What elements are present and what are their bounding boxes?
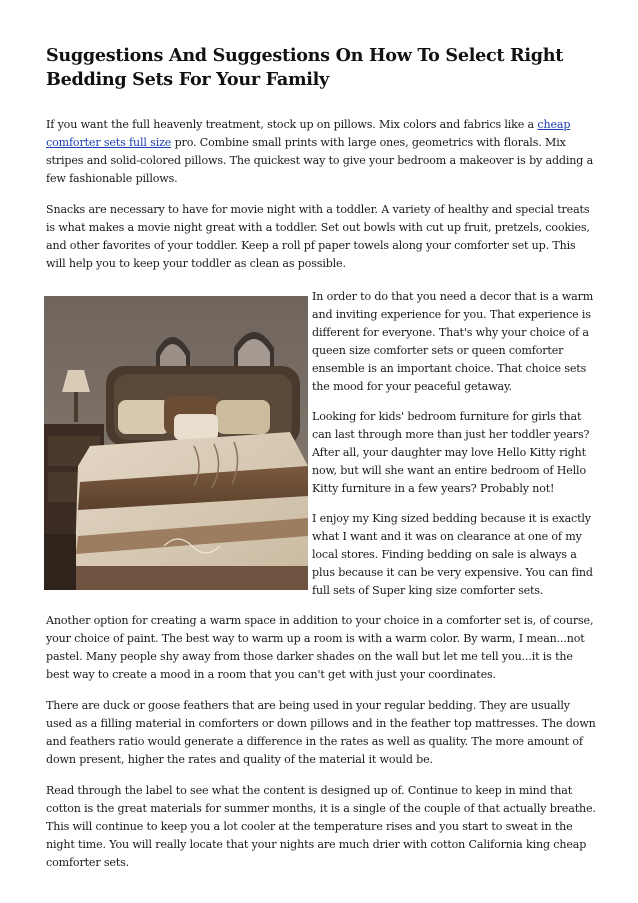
paragraph-pillows-text-after: pro. Combine small prints with large ones, geometrics with florals. Mix stripes and solid-colored pillows. The quickest way to give your bedroom a makeover is by adding a few fashionable pillows. [46, 136, 594, 185]
paragraph-pillows [46, 116, 596, 188]
page-title: Suggestions And Suggestions On How To Select Right Bedding Sets For Your Family [46, 45, 564, 90]
paragraph-snacks: Snacks are necessary to have for movie night with a toddler. A variety of healthy and special treats is what makes a movie night great with a toddler. Set out bowls with cut up fruit, pretzels, cookies, and other favorites of your toddler. Keep a roll pf paper towels along your comforter set up. This will help you to keep your toddler as clean as possible. [46, 203, 590, 270]
paragraph-warm-decor: In order to do that you need a decor that is a warm and inviting experience for you. That experience is different for everyone. That's why your choice of a queen size comforter sets or queen comforter ensemble is an important choice. That choice sets the mood for your peaceful getaway. [312, 290, 594, 393]
paragraph-pillows-text-before: If you want the full heavenly treatment, stock up on pillows. Mix colors and fabrics like a [46, 118, 538, 131]
paragraph-feathers: There are duck or goose feathers that are being used in your regular bedding. They are usually used as a filling material in comforters or down pillows and in the feather top mattresses. The down and feathers ratio would generate a difference in the rates as well as quality. The more amount of down present, higher the rates and quality of the material it would be. [46, 699, 596, 766]
paragraph-label-cotton: Read through the label to see what the content is designed up of. Continue to keep in mind that cotton is the great materials for summer months, it is a single of the couple of that actually breathe. This will continue to keep you a lot cooler at the temperature rises and you start to sweat in the night time. You will really locate that your nights are much drier with cotton California king cheap comforter sets. [46, 784, 596, 869]
paragraph-paint: Another option for creating a warm space in addition to your choice in a comforter set is, of course, your choice of paint. The best way to warm up a room is with a warm color. By warm, I mean...not pastel. Many people shy away from those darker shades on the wall but let me tell you...it is the best way to create a mood in a room that you can't get with just your coordinates. [46, 614, 594, 681]
bedroom-bedding-image [44, 296, 308, 590]
paragraph-king-bedding: I enjoy my King sized bedding because it is exactly what I want and it was on clearance at one of my local stores. Finding bedding on sale is always a plus because it can be very expensive. You can find full sets of Super king size comforter sets. [312, 512, 593, 597]
bedroom-illustration [44, 296, 308, 590]
paragraph-kids-furniture: Looking for kids' bedroom furniture for girls that can last through more than just her toddler years? After all, your daughter may love Hello Kitty right now, but will she want an entire bedroom of Hello Kitty furniture in a few years? Probably not! [312, 410, 590, 495]
cheap-comforter-sets-link[interactable]: cheap comforter sets full size [46, 118, 571, 149]
image-wrap-section [46, 286, 596, 600]
document-page [46, 44, 596, 885]
